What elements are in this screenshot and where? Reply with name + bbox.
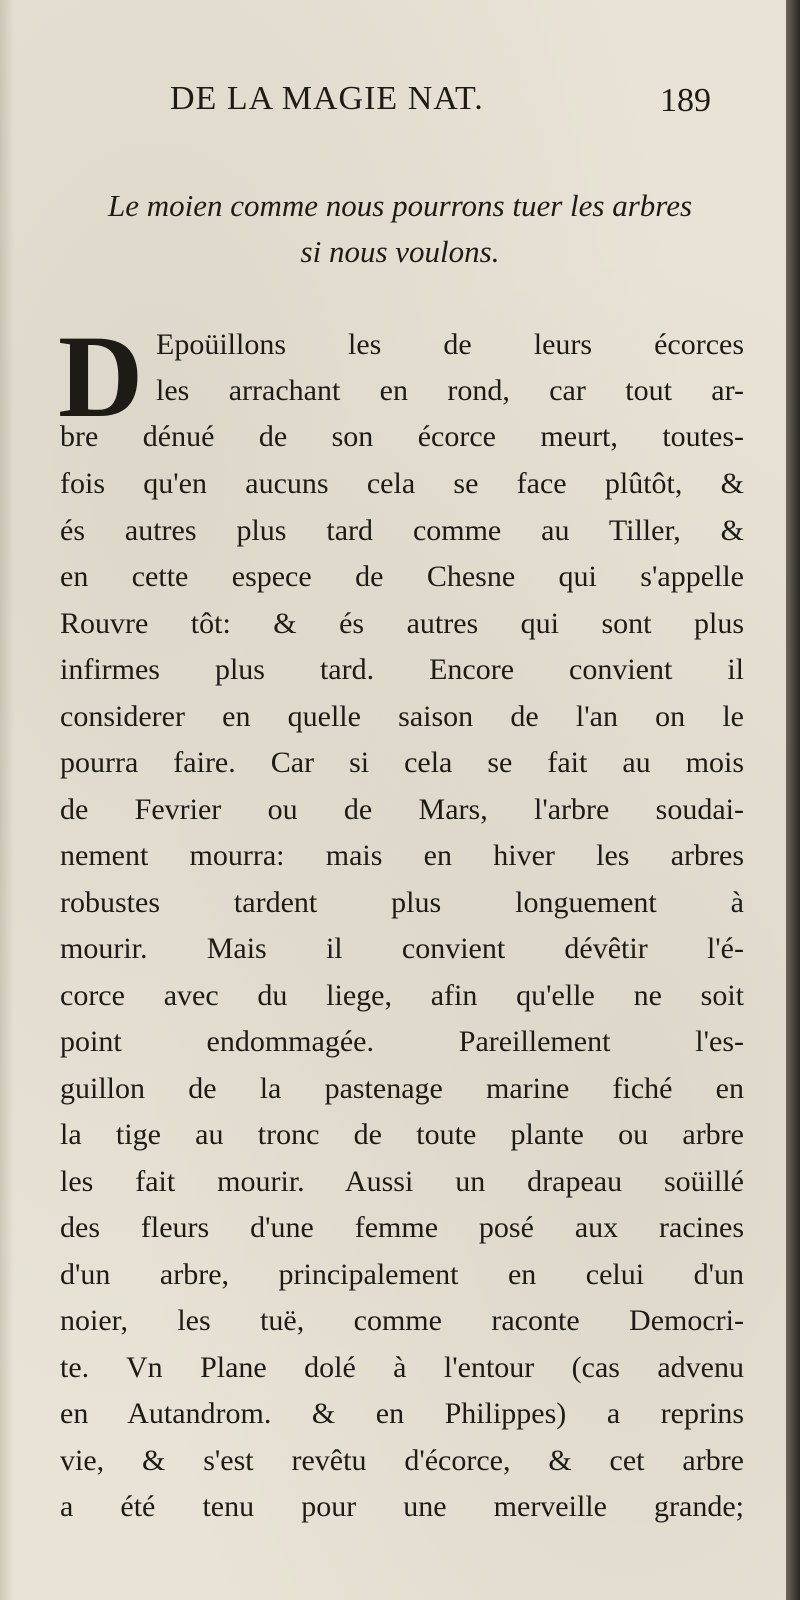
text-line: les arrachant en rond, car tout ar-	[156, 374, 744, 407]
text-line: pourra faire. Car si cela se fait au mois	[60, 746, 744, 779]
text-line: de Fevrier ou de Mars, l'arbre soudai-	[60, 793, 744, 826]
text-line: des fleurs d'une femme posé aux racines	[60, 1211, 744, 1244]
text-line: Epoüillons les de leurs écorces	[156, 328, 744, 361]
text-line: noier, les tuë, comme raconte Democri-	[60, 1304, 744, 1337]
running-head: DE LA MAGIE NAT.	[170, 80, 484, 117]
text-line: infirmes plus tard. Encore convient il	[60, 653, 744, 686]
text-line: considerer en quelle saison de l'an on le	[60, 700, 744, 733]
page-edge-shadow	[786, 0, 800, 1600]
text-line: bre dénué de son écorce meurt, toutes-	[60, 420, 744, 453]
text-line: a été tenu pour une merveille grande;	[60, 1490, 744, 1523]
text-line: d'un arbre, principalement en celui d'un	[60, 1258, 744, 1291]
text-line: en Autandrom. & en Philippes) a reprins	[60, 1397, 744, 1430]
text-line: te. Vn Plane dolé à l'entour (cas advenu	[60, 1351, 744, 1384]
text-line: point endommagée. Pareillement l'es-	[60, 1025, 744, 1058]
text-line: robustes tardent plus longuement à	[60, 886, 744, 919]
page-number: 189	[660, 82, 711, 119]
text-line: fois qu'en aucuns cela se face plûtôt, &	[60, 467, 744, 500]
text-line: les fait mourir. Aussi un drapeau soüillé	[60, 1165, 744, 1198]
text-line: en cette espece de Chesne qui s'appelle	[60, 560, 744, 593]
text-line: nement mourra: mais en hiver les arbres	[60, 839, 744, 872]
text-line: és autres plus tard comme au Tiller, &	[60, 514, 744, 547]
text-line: corce avec du liege, afin qu'elle ne soit	[60, 979, 744, 1012]
drop-cap: D	[58, 311, 144, 442]
text-line: Rouvre tôt: & és autres qui sont plus	[60, 607, 744, 640]
text-line: mourir. Mais il convient dévêtir l'é-	[60, 932, 744, 965]
section-heading-line-1: Le moien comme nous pourrons tuer les arbres	[107, 188, 693, 223]
text-line: vie, & s'est revêtu d'écorce, & cet arbre	[60, 1444, 744, 1477]
text-line: la tige au tronc de toute plante ou arbre	[60, 1118, 744, 1151]
text-line: guillon de la pastenage marine fiché en	[60, 1072, 744, 1105]
section-heading-line-2: si nous voulons.	[300, 234, 500, 269]
